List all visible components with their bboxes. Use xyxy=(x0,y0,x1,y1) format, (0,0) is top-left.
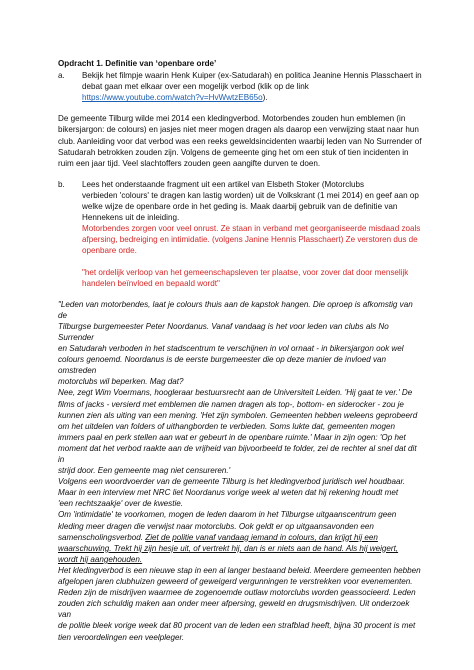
article-line: afgelopen jaren clubhuizen geweerd of geweigerd vergunningen te verstrekken voor evenementen. xyxy=(58,577,413,587)
article-line: films of jacks - versierd met emblemen die namen dragen als top-, bottom- en siderocker - zou je xyxy=(58,399,404,409)
article-line: strijd door. Een gemeente mag niet censureren.' xyxy=(58,466,231,476)
item-b xyxy=(58,179,422,257)
article-line: om het uitdelen van folders of uithangborden te verbieden. Soms lukte dat, gemeenten mogen xyxy=(58,421,396,431)
item-b-line: welke wijze de openbare orde in het geding is. Maak daarbij gebruik van de definitie van xyxy=(82,202,398,212)
article-line: 'een rechtszaakje' over de kwestie. xyxy=(58,499,184,509)
intro-line: De gemeente Tilburg wilde mei 2014 een kledingverbod. Motorbendes zouden hun emblemen (in xyxy=(58,114,406,124)
article-line: motorclubs wil beperken. Mag dat? xyxy=(58,377,184,387)
item-b-marker: b. xyxy=(58,179,65,189)
item-b-text xyxy=(82,179,422,257)
article-line: Om 'intimidatie' te voorkomen, mogen de leden daarom in het Tilburgse uitgaanscentrum geen xyxy=(58,510,397,520)
article-fragment xyxy=(58,299,422,643)
answer-line: Motorbendes zorgen voor veel onrust. Ze staan in verband met georganiseerde misdaad zoals xyxy=(82,224,421,234)
article-line: Maar in een interview met NRC liet Noordanus vorige week al weten dat hij rekening houdt met xyxy=(58,488,399,498)
definition-line: "het ordelijk verloop van het gemeenschapsleven ter plaatse, voor zover dat door menselijk xyxy=(82,267,409,277)
article-line: de politie bleek vorige week dat 80 procent van de leden een strafblad heeft, bijna 30 procent is met xyxy=(58,621,416,631)
article-line: en Satudarah verboden in het stadscentrum te verschijnen in vol ornaat - in bikersjargon ook wel xyxy=(58,344,404,354)
article-line: kunnen zien als uiting van een mening. 'Het zijn symbolen. Gemeenten hebben weleens geprobeerd xyxy=(58,410,418,420)
underlined-line: wordt hij aangehouden. xyxy=(58,554,143,564)
item-a-link-line xyxy=(82,92,422,103)
intro-line: Satudarah betrokken zouden zijn. Volgens de gemeente ging het om een stuk of tien incidenten in xyxy=(58,147,409,157)
intro-line: ruim een jaar tijd. Veel slachtoffers zouden geen aangifte durven te doen. xyxy=(58,158,321,168)
item-a-text xyxy=(82,70,422,103)
definition-line: handelen beïnvloed en bepaald wordt" xyxy=(82,278,220,288)
spacer xyxy=(58,169,422,179)
spacer xyxy=(58,289,422,299)
article-line: kleding meer dragen die verwijst naar motorclubs. Ook geldt er op uitgaansavonden een xyxy=(58,521,374,531)
article-line-mixed xyxy=(58,532,422,543)
definition-quote xyxy=(58,267,422,289)
underlined-line: waarschuwing. Trekt hij zijn hesje uit, of vertrekt hij, dan is er niets aan de hand. Als hij weigert, xyxy=(58,543,399,553)
article-text: samenscholingsverbod. xyxy=(58,532,146,542)
item-a-link-suffix: ). xyxy=(262,93,268,103)
article-line: Reden zijn de misdrijven waarmee de zogenoemde outlaw motorclubs worden geassocieerd. Leden xyxy=(58,588,416,598)
item-a xyxy=(58,70,422,103)
youtube-link[interactable]: https://www.youtube.com/watch?v=HvWwtzEB65o xyxy=(82,93,263,103)
article-line: Volgens een woordvoerder van de gemeente Tilburg is het kledingverbod juridisch wel houdbaar. xyxy=(58,477,406,487)
article-line: zouden zich schuldig maken aan onder meer afpersing, geweld en drugsmisdrijven. Uit onderzoek van xyxy=(58,599,410,620)
article-line: Tilburgse burgemeester Peter Noordanus. Vanaf vandaag is het voor leden van clubs als No Surrender xyxy=(58,321,389,342)
item-b-line: verbieden 'colours' te dragen kan lastig worden) uit de Volkskrant (1 mei 2014) en geef aan op xyxy=(82,190,419,200)
item-a-line: debat gaan met elkaar over een mogelijk verbod (klik op de link xyxy=(82,82,309,92)
intro-line: club. Aanleiding voor dat verbod was een reeks geweldsincidenten waarbij leden van No Surrender of xyxy=(58,136,422,146)
article-line: tien veroordelingen een veelpleger. xyxy=(58,632,185,642)
spacer xyxy=(58,103,422,113)
item-b-line: Hennekens uit de inleiding. xyxy=(82,213,180,223)
article-line: colours genoemd. Noordanus is de eerste burgemeester die op deze manier de invloed van omstreden xyxy=(58,355,386,376)
article-line: "Leden van motorbendes, laat je colours thuis aan de kapstok hangen. Die oproep is afkomstig van de xyxy=(58,299,413,320)
article-line: Het kledingverbod is een nieuwe stap in een al langer bestaand beleid. Meerdere gemeenten hebben xyxy=(58,565,421,575)
item-b-line: Lees het onderstaande fragment uit een artikel van Elsbeth Stoker (Motorclubs xyxy=(82,179,365,189)
intro-line: bikersjargon: de colours) en jasjes niet meer mogen dragen als daarop een verwijzing staat naar hun xyxy=(58,125,419,135)
article-line: moment dat het verbod raakte aan de vrijheid van bijvoorbeeld te folder, zei de rechter al snel dat dit in xyxy=(58,443,417,464)
item-a-marker: a. xyxy=(58,71,65,81)
answer-line: openbare orde. xyxy=(82,246,137,256)
spacer xyxy=(58,257,422,267)
article-line: immers paal en perk stellen aan wat er gebeurt in de openbare ruimte.' Maar in zijn ogen: 'Op het xyxy=(58,432,406,442)
item-a-line: Bekijk het filmpje waarin Henk Kuiper (ex-Satudarah) en politica Jeanine Hennis Plasschaert in xyxy=(82,71,422,81)
intro-paragraph xyxy=(58,113,422,168)
assignment-title: Opdracht 1. Definitie van ‘openbare orde’ xyxy=(58,59,217,68)
answer-line: afpersing, bedreiging en intimidatie. (volgens Janine Hennis Plasschaert) Ze verstoren dus de xyxy=(82,235,418,245)
underlined-text: Ziet de politie vanaf vandaag iemand in colours, dan krijgt hij een xyxy=(145,532,378,542)
article-line: Nee, zegt Wim Voermans, hoogleraar bestuursrecht aan de Universiteit Leiden. 'Hij gaat te ver.' De xyxy=(58,388,413,398)
